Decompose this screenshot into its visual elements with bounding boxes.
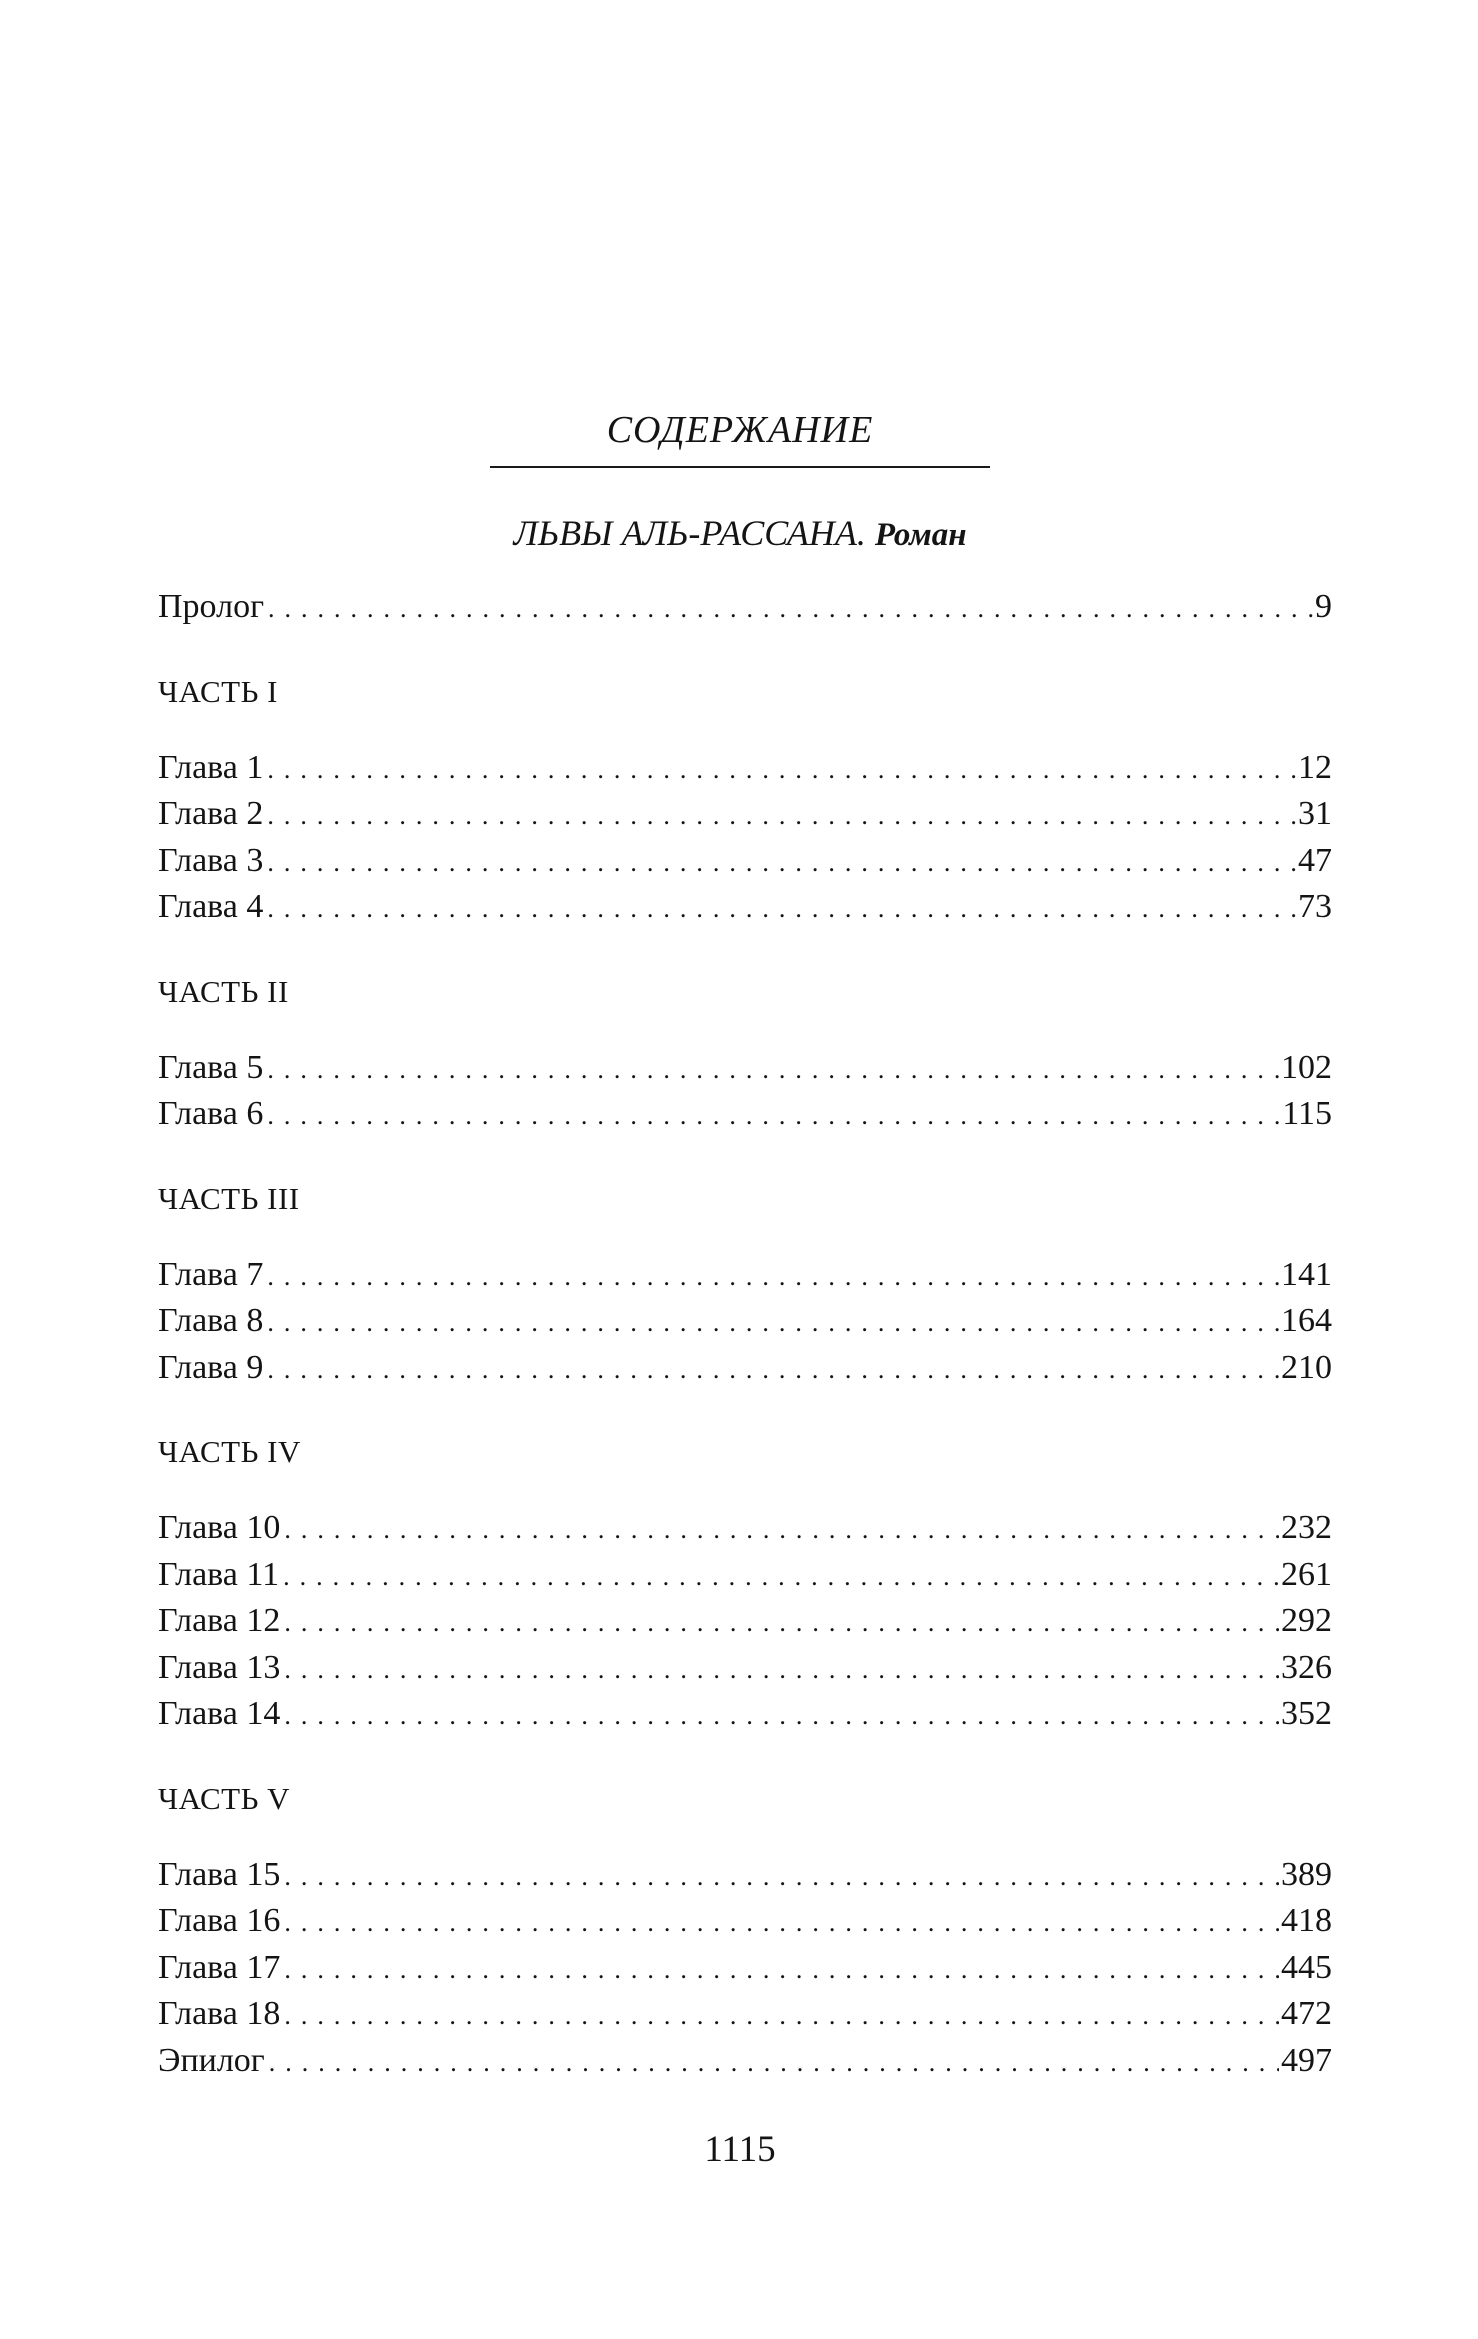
part-title: ЧАСТЬ II (158, 973, 289, 1009)
dot-leader (267, 1254, 1279, 1301)
page-number: 1115 (704, 2129, 776, 2170)
toc-entry-page: 292 (1281, 1602, 1332, 1639)
dot-leader (267, 1093, 1280, 1140)
toc-entry (158, 745, 1332, 792)
part-title: ЧАСТЬ III (158, 1180, 300, 1216)
toc-entry (158, 884, 1332, 931)
toc-entry-page: 9 (1315, 588, 1332, 625)
toc-entry-label: Глава 17 (158, 1948, 281, 1986)
dot-leader (284, 1600, 1279, 1647)
toc-entry-page: 164 (1281, 1302, 1332, 1339)
toc-entry (158, 1091, 1332, 1138)
toc-entry-label: Глава 10 (158, 1509, 281, 1546)
dot-leader (284, 1854, 1279, 1901)
toc-entry-page: 141 (1281, 1255, 1332, 1293)
dot-leader (284, 1993, 1279, 2040)
toc-entry-page: 472 (1281, 1995, 1332, 2032)
work-title (300, 512, 1180, 554)
toc-entry (158, 1345, 1332, 1392)
toc-entry-page: 73 (1298, 888, 1332, 925)
toc-section-part-3 (158, 1180, 1332, 1392)
heading-underline (490, 466, 990, 468)
dot-leader (284, 1947, 1279, 1994)
dot-leader (267, 793, 1296, 840)
dot-leader (267, 747, 1296, 794)
toc-entry-label: Глава 2 (158, 795, 264, 832)
dot-leader (284, 1900, 1279, 1947)
toc-entry-page: 352 (1281, 1695, 1332, 1732)
toc-entry (158, 1691, 1332, 1738)
work-title-text: ЛЬВЫ АЛЬ-РАССАНА. (513, 513, 866, 553)
part-title: ЧАСТЬ I (158, 673, 278, 709)
toc-entry (158, 1645, 1332, 1692)
toc-entry-label: Глава 4 (158, 888, 264, 925)
toc-entry-label: Глава 6 (158, 1095, 264, 1132)
toc-entry-page: 102 (1281, 1048, 1332, 1086)
toc-entry (158, 1852, 1332, 1899)
toc-entry-label: Глава 15 (158, 1855, 281, 1893)
toc-entry-label: Глава 5 (158, 1048, 264, 1086)
toc-entry-label: Глава 14 (158, 1695, 281, 1732)
toc-entry-page: 389 (1281, 1855, 1332, 1893)
toc-entry (158, 1045, 1332, 1092)
toc-entry-page: 115 (1282, 1095, 1332, 1132)
part-title: ЧАСТЬ IV (158, 1434, 301, 1469)
toc-entry-page: 497 (1281, 2041, 1332, 2079)
toc-entry-page: 261 (1281, 1555, 1332, 1593)
toc-section-part-1 (158, 673, 1332, 931)
toc-entry-label: Глава 1 (158, 748, 264, 786)
toc-entry-page: 210 (1281, 1348, 1332, 1386)
toc-entry-page: 47 (1298, 841, 1332, 879)
toc-entry (158, 1991, 1332, 2038)
toc-entry (158, 1945, 1332, 1992)
dot-leader (284, 1647, 1279, 1694)
toc-entry-label: Глава 12 (158, 1602, 281, 1639)
toc-entry-page: 12 (1298, 748, 1332, 786)
dot-leader (269, 2040, 1279, 2087)
dot-leader (283, 1554, 1279, 1601)
toc-entry (158, 838, 1332, 885)
work-subtitle-text: Роман (874, 517, 967, 553)
toc-entry (158, 1505, 1332, 1552)
dot-leader (267, 840, 1296, 887)
toc-entry-label: Глава 9 (158, 1348, 264, 1386)
dot-leader (267, 886, 1296, 933)
toc-entry-page: 418 (1281, 1902, 1332, 1939)
dot-leader (268, 586, 1313, 633)
toc-entry-label: Глава 18 (158, 1995, 281, 2032)
toc-entry (158, 1898, 1332, 1945)
toc-entry-label: Эпилог (158, 2041, 265, 2079)
dot-leader (267, 1300, 1279, 1347)
toc-entry-page: 445 (1281, 1948, 1332, 1986)
toc-entry-label: Глава 7 (158, 1255, 264, 1293)
toc-entry-page: 31 (1298, 795, 1332, 832)
toc-entry-prologue (158, 584, 1332, 631)
toc-section-part-2 (158, 973, 1332, 1138)
toc-section-part-5 (158, 1780, 1332, 2085)
toc-section-part-4 (158, 1433, 1332, 1738)
dot-leader (267, 1347, 1279, 1394)
toc-entry-page: 326 (1281, 1648, 1332, 1686)
toc-entry-epilogue (158, 2038, 1332, 2085)
toc-section-prologue (158, 584, 1332, 631)
dot-leader (267, 1047, 1279, 1094)
toc-entry-label: Глава 11 (158, 1555, 280, 1593)
dot-leader (284, 1693, 1279, 1740)
toc-entry-label: Глава 16 (158, 1902, 281, 1939)
toc-entry-label: Глава 8 (158, 1302, 264, 1339)
toc-entry-label: Глава 3 (158, 841, 264, 879)
toc-entry (158, 791, 1332, 838)
dot-leader (284, 1507, 1279, 1554)
toc-entry (158, 1598, 1332, 1645)
toc-entry (158, 1298, 1332, 1345)
toc-entry-label: Пролог (158, 588, 265, 625)
toc-entry (158, 1552, 1332, 1599)
contents-heading: СОДЕРЖАНИЕ (606, 409, 874, 451)
toc-entry-page: 232 (1281, 1509, 1332, 1546)
table-of-contents (158, 584, 1332, 2084)
toc-entry (158, 1252, 1332, 1299)
toc-entry-label: Глава 13 (158, 1648, 281, 1686)
part-title: ЧАСТЬ V (158, 1780, 291, 1816)
